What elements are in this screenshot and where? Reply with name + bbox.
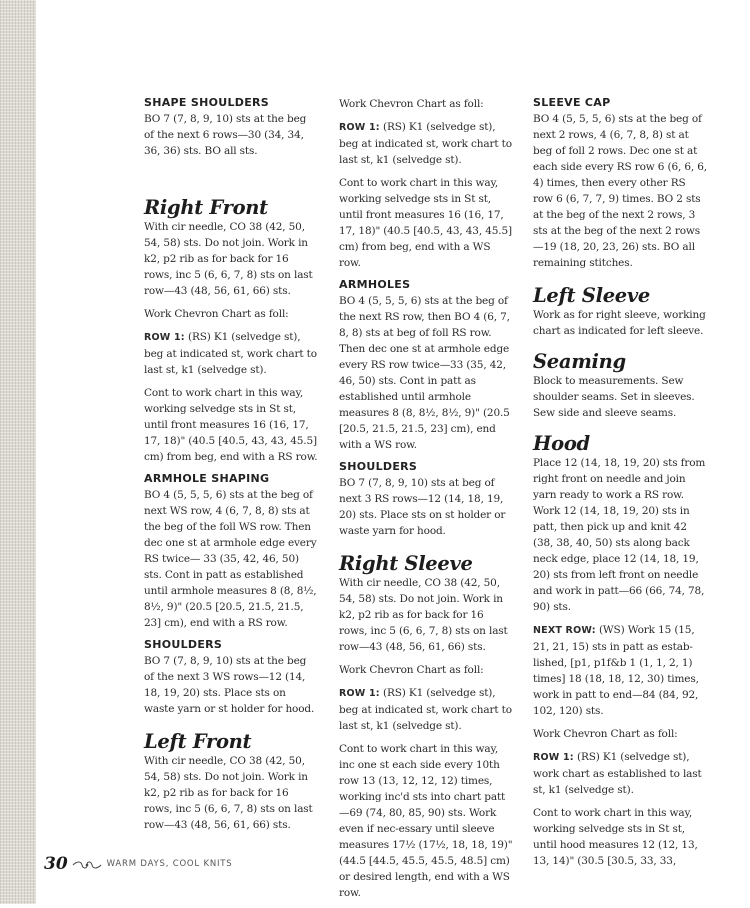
row-instruction: ROW 1: (RS) K1 (selvedge st), work chart as established to last st, k1 (selvedge st). <box>533 751 702 796</box>
row-label: ROW 1: <box>339 122 380 133</box>
paragraph: Cont to work chart in this way, working selvedge sts in St st, until hood measures 12 (12, 13, 13, 14)" (30.5 [30.5, 33, 33, <box>533 807 698 867</box>
row-label: ROW 1: <box>144 332 185 343</box>
row-label: ROW 1: <box>339 688 380 699</box>
heading-armhole-shaping: ARMHOLE SHAPING <box>144 472 270 485</box>
column-1 <box>144 96 319 840</box>
heading-right-front: Right Front <box>144 196 268 219</box>
paragraph: Work Chevron Chart as foll: <box>144 308 289 320</box>
row-label: NEXT ROW: <box>533 625 596 636</box>
book-title: WARM DAYS, COOL KNITS <box>106 859 233 869</box>
heading-shoulders: SHOULDERS <box>144 638 223 651</box>
paragraph: With cir needle, CO 38 (42, 50, 54, 58) sts. Do not join. Work in k2, p2 rib as for back for 16 rows, inc 5 (6, 6, 7, 8) sts on last row—43 (48, 56, 61, 66) sts. <box>144 221 313 297</box>
paragraph: BO 7 (7, 8, 9, 10) sts at the beg of the next 6 rows—30 (34, 34, 36, 36) sts. BO all sts. <box>144 113 307 157</box>
paragraph: BO 4 (5, 5, 5, 6) sts at the beg of next 2 rows, 4 (6, 7, 8, 8) st at beg of foll 2 rows. Dec one st at each side every RS row 6 (6, 6, 6, 4) times, then every other RS row 6 (6, 7, 7, 9) times. BO 2 sts at the beg of the next 2 rows, 3 sts at the beg of the next 2 rows—19 (18, 20, 23, 26) sts. BO all remaining stitches. <box>533 113 707 269</box>
page-footer <box>44 854 233 874</box>
paragraph: Work Chevron Chart as foll: <box>533 728 678 740</box>
heading-right-sleeve: Right Sleeve <box>339 552 473 575</box>
paragraph: Cont to work chart in this way, working selvedge sts in St st, until front measures 16 (16, 17, 17, 18)" (40.5 [40.5, 43, 43, 45.5] cm) from beg, end with a WS row. <box>339 177 512 269</box>
paragraph: Work as for right sleeve, working chart as indicated for left sleeve. <box>533 309 706 337</box>
swirl-ornament-icon <box>72 855 102 874</box>
paragraph: Work Chevron Chart as foll: <box>339 98 484 110</box>
paragraph: Work Chevron Chart as foll: <box>339 664 484 676</box>
paragraph: BO 7 (7, 8, 9, 10) sts at the beg of the next 3 WS rows—12 (14, 18, 19, 20) sts. Place sts on waste yarn or st holder for hood. <box>144 655 315 715</box>
page-number: 30 <box>44 854 68 874</box>
row-instruction: NEXT ROW: (WS) Work 15 (15, 21, 21, 15) sts in patt as estab-lished, [p1, p1f&b 1 (1, 1, 2, 1) times] 18 (18, 18, 12, 30) times, work in patt to end—84 (84, 92, 102, 120) sts. <box>533 624 699 717</box>
row-label: ROW 1: <box>533 752 574 763</box>
paragraph: BO 4 (5, 5, 5, 6) sts at the beg of the next RS row, then BO 4 (6, 7, 8, 8) sts at beg of foll RS row. Then dec one st at armhole edge every RS row twice—33 (35, 42, 46, 50) sts. Cont in patt as established until armhole measures 8 (8, 8½, 8½, 9)" (20.5 [20.5, 21.5, 21.5, 23] cm), end with a WS row. <box>339 295 510 451</box>
heading-left-front: Left Front <box>144 730 252 753</box>
heading-hood: Hood <box>533 432 590 455</box>
linen-texture-strip <box>0 0 36 904</box>
row-instruction: ROW 1: (RS) K1 (selvedge st), beg at indicated st, work chart to last st, k1 (selvedge st). <box>339 121 512 166</box>
heading-shape-shoulders: SHAPE SHOULDERS <box>144 96 270 109</box>
heading-sleeve-cap: SLEEVE CAP <box>533 96 611 109</box>
heading-left-sleeve: Left Sleeve <box>533 284 651 307</box>
column-3 <box>533 96 708 876</box>
paragraph: BO 4 (5, 5, 5, 6) sts at the beg of next WS row, 4 (6, 7, 8, 8) sts at the beg of the foll WS row. Then dec one st at armhole edge every RS twice— 33 (35, 42, 46, 50) sts. Cont in patt as established until armhole measures 8 (8, 8½, 8½, 9)" (20.5 [20.5, 21.5, 21.5, 23] cm), end with a RS row. <box>144 489 317 629</box>
heading-armholes: ARMHOLES <box>339 278 411 291</box>
paragraph: Block to measurements. Sew shoulder seams. Set in sleeves. Sew side and sleeve seams. <box>533 375 695 419</box>
paragraph: Place 12 (14, 18, 19, 20) sts from right front on needle and join yarn ready to work a RS row. Work 12 (14, 18, 19, 20) sts in patt, then pick up and knit 42 (38, 38, 40, 50) sts along back neck edge, place 12 (14, 18, 19, 20) sts from left front on needle and work in patt—66 (66, 74, 78, 90) sts. <box>533 457 706 613</box>
heading-seaming: Seaming <box>533 350 626 373</box>
paragraph: Cont to work chart in this way, inc one st each side every 10th row 13 (13, 12, 12, 12) times, working inc'd sts into chart patt—69 (74, 80, 85, 90) sts. Work even if nec-essary until sleeve measures 17½ (17½, 18, 18, 19)" (44.5 [44.5, 45.5, 45.5, 48.5] cm) or desired length, end with a WS row. <box>339 743 513 899</box>
paragraph: With cir needle, CO 38 (42, 50, 54, 58) sts. Do not join. Work in k2, p2 rib as for back for 16 rows, inc 5 (6, 6, 7, 8) sts on last row—43 (48, 56, 61, 66) sts. <box>144 755 313 831</box>
row-instruction: ROW 1: (RS) K1 (selvedge st), beg at indicated st, work chart to last st, k1 (selvedge st). <box>144 331 317 376</box>
row-instruction: ROW 1: (RS) K1 (selvedge st), beg at indicated st, work chart to last st, k1 (selvedge st). <box>339 687 512 732</box>
paragraph: BO 7 (7, 8, 9, 10) sts at beg of next 3 RS rows—12 (14, 18, 19, 20) sts. Place sts on st holder or waste yarn for hood. <box>339 477 506 537</box>
paragraph: Cont to work chart in this way, working selvedge sts in St st, until front measures 16 (16, 17, 17, 18)" (40.5 [40.5, 43, 43, 45.5] cm) from beg, end with a RS row. <box>144 387 318 463</box>
paragraph: With cir needle, CO 38 (42, 50, 54, 58) sts. Do not join. Work in k2, p2 rib as for back for 16 rows, inc 5 (6, 6, 7, 8) sts on last row—43 (48, 56, 61, 66) sts. <box>339 577 508 653</box>
heading-shoulders: SHOULDERS <box>339 460 418 473</box>
column-2 <box>339 96 514 908</box>
